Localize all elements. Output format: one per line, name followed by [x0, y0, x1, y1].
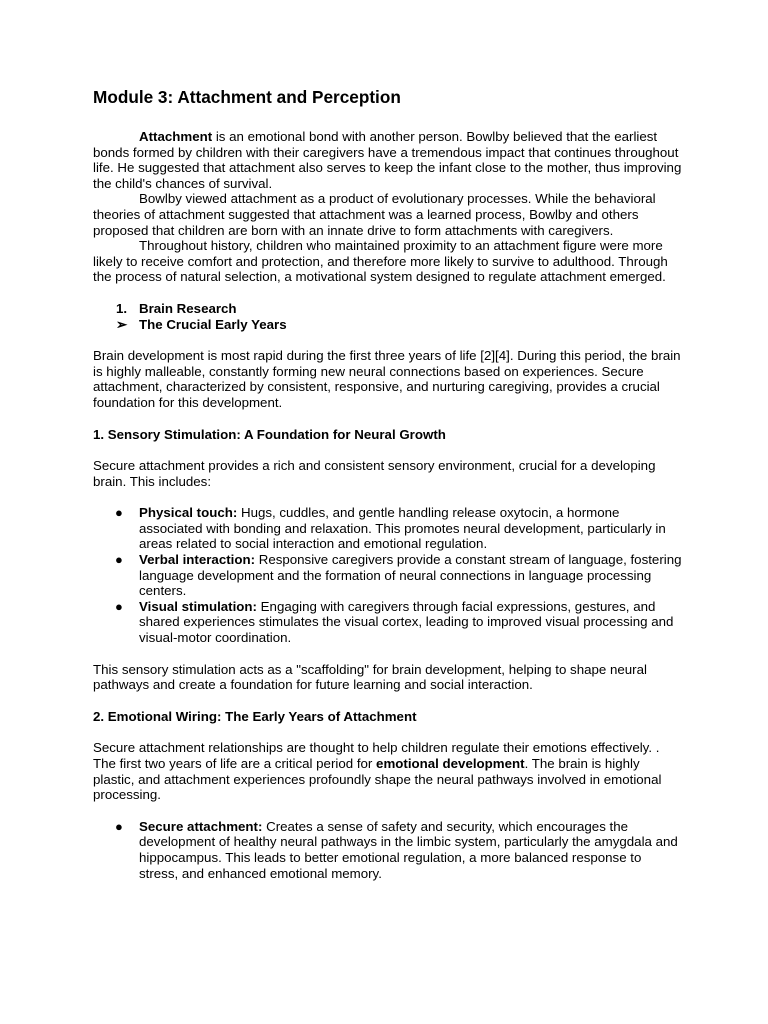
section-1-heading: 1. Sensory Stimulation: A Foundation for Neural Growth [93, 426, 446, 442]
list-item-text: Responsive caregivers provide a constant stream of language, fostering language development and the formation of neural connections in language processing centers. [139, 552, 682, 599]
arrow-bullet-icon: ➢ [116, 316, 128, 332]
list-item [93, 599, 683, 646]
list-item-text: Creates a sense of safety and security, which encourages the development of healthy neural pathways in the limbic system, particularly the amygdala and hippocampus. This leads to better emotional regulation, a more balanced response to stress, and enhanced emotional memory. [139, 818, 678, 881]
section-2-intro-text-a: Secure attachment relationships are thought to help children regulate their emotions effectively. . The first two years of life are a critical period for [93, 740, 660, 771]
outline-list [93, 301, 683, 332]
intro-paragraph-1-text: is an emotional bond with another person. Bowlby believed that the earliest bonds formed by children with their caregivers have a tremendous impact that continues throughout life. He suggested that attachment also serves to keep the infant close to the mother, thus improving the child's chances of survival. [93, 129, 682, 191]
outline-item-crucial-early-years [93, 317, 683, 333]
section-2-bullet-list [93, 819, 683, 881]
section-1-intro: Secure attachment provides a rich and consistent sensory environment, crucial for a developing brain. This includes: [93, 458, 656, 489]
list-item-term: Verbal interaction: [139, 552, 256, 568]
list-item [93, 552, 683, 599]
list-item-text: Hugs, cuddles, and gentle handling release oxytocin, a hormone associated with bonding and relaxation. This promotes neural development, particularly in areas related to social interaction and emotional regulation. [139, 505, 666, 552]
outline-item-label: Brain Research [139, 300, 237, 316]
list-item-term: Secure attachment: [139, 818, 263, 834]
section-1-outro: This sensory stimulation acts as a "scaffolding" for brain development, helping to shape neural pathways and create a foundation for future learning and social interaction. [93, 661, 647, 693]
intro-paragraph-1 [93, 129, 683, 191]
bullet-icon: ● [115, 598, 123, 614]
bullet-icon: ● [115, 818, 123, 834]
section-2-heading: 2. Emotional Wiring: The Early Years of Attachment [93, 708, 417, 724]
list-item-text: Engaging with caregivers through facial expressions, gestures, and shared experiences stimulates the visual cortex, leading to improved visual processing and visual-motor coordination. [139, 598, 674, 646]
section-1-bullet-list [93, 505, 683, 645]
outline-number: 1. [116, 300, 128, 316]
brain-development-paragraph: Brain development is most rapid during the first three years of life [2][4]. During this period, the brain is highly malleable, constantly forming new neural connections based on experiences. Secure attachment, characterized by consistent, responsive, and nurturing caregiving, provides a crucial foundation for this development. [93, 348, 681, 410]
attachment-term: Attachment [139, 129, 213, 144]
bullet-icon: ● [115, 505, 123, 521]
outline-item-label: The Crucial Early Years [139, 316, 287, 332]
document-body [93, 86, 683, 881]
intro-paragraph-3: Throughout history, children who maintained proximity to an attachment figure were more likely to receive comfort and protection, and therefore more likely to survive to adulthood. Through the process of natural selection, a motivational system designed to regulate attachment emerged. [93, 238, 668, 285]
bullet-icon: ● [115, 552, 123, 568]
section-2-intro-text-b: . The brain is highly plastic, and attachment experiences profoundly shape the neural pathways involved in emotional processing. [93, 756, 662, 803]
emotional-development-term: emotional development [376, 756, 525, 771]
section-2-intro [93, 740, 683, 802]
list-item-term: Physical touch: [139, 505, 238, 521]
list-item [93, 819, 683, 881]
page-title: Module 3: Attachment and Perception [93, 87, 401, 107]
outline-item-brain-research [93, 301, 683, 317]
list-item-term: Visual stimulation: [139, 598, 257, 614]
list-item [93, 505, 683, 552]
intro-paragraph-2: Bowlby viewed attachment as a product of evolutionary processes. While the behavioral theories of attachment suggested that attachment was a learned process, Bowlby and others proposed that children are born with an innate drive to form attachments with caregivers. [93, 191, 656, 238]
